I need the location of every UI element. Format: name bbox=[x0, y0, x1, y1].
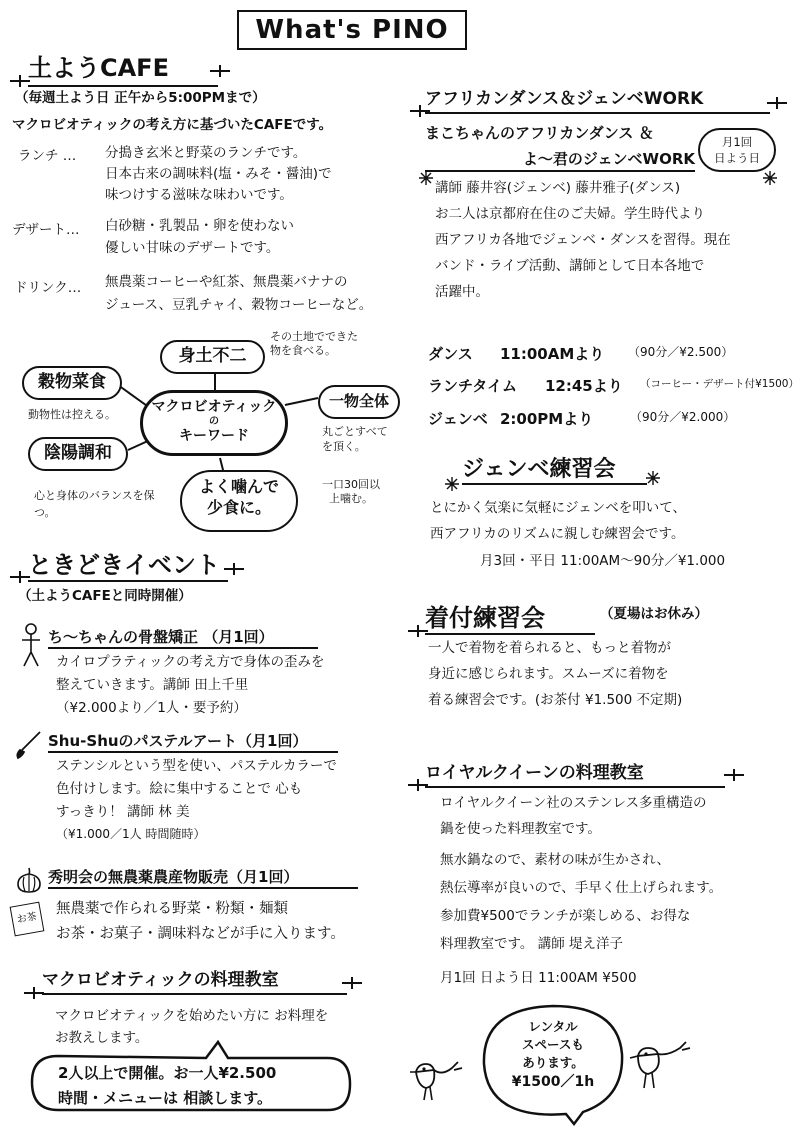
african-line: 活躍中。 bbox=[435, 284, 489, 300]
star-icon bbox=[22, 986, 46, 1000]
star-icon bbox=[406, 778, 430, 792]
keyword-kokumotsu: 穀物菜食 bbox=[22, 366, 122, 400]
menu-lunch-line: 日本古来の調味料(塩・みそ・醤油)で bbox=[105, 166, 332, 182]
event-line: カイロプラティックの考え方で身体の歪みを bbox=[56, 654, 325, 670]
menu-dessert-line: 優しい甘味のデザートです。 bbox=[105, 240, 280, 256]
bird-icon bbox=[408, 1050, 468, 1110]
menu-label-dessert: デザート… bbox=[12, 222, 80, 238]
star-icon bbox=[8, 74, 32, 88]
kitsuke-line: 一人で着物を着られると、もっと着物が bbox=[428, 640, 671, 656]
rental-line: あります。 bbox=[522, 1055, 584, 1071]
page-title: What's PINO bbox=[237, 10, 467, 50]
event-title: Shu-Shuのパステルアート（月1回） bbox=[48, 730, 338, 753]
tea-icon: お茶 bbox=[10, 902, 45, 937]
schedule-name: ランチタイム bbox=[428, 377, 517, 395]
keyword-note: 丸ごとすべてを頂く。 bbox=[322, 425, 388, 454]
events-heading: ときどきイベント bbox=[28, 545, 228, 582]
menu-drink-line: ジュース、豆乳チャイ、穀物コーヒーなど。 bbox=[105, 297, 373, 313]
african-line: バンド・ライブ活動、講師として日本各地で bbox=[435, 258, 705, 274]
cafe-heading: 土ようCAFE bbox=[28, 48, 218, 87]
schedule-note: （90分／¥2.500） bbox=[628, 345, 734, 359]
star-icon bbox=[340, 976, 364, 990]
schedule-name: ダンス bbox=[428, 345, 473, 363]
macro-class-bubble-line: 時間・メニューは 相談します。 bbox=[58, 1089, 273, 1107]
rental-line: レンタル bbox=[528, 1019, 578, 1034]
keyword-center-line: の bbox=[209, 415, 219, 427]
rental-line: ¥1500／1h bbox=[511, 1074, 595, 1091]
event-line: ステンシルという型を使い、パステルカラーで bbox=[56, 758, 337, 774]
schedule-name: ジェンベ bbox=[428, 410, 488, 428]
african-line: 講師 藤井容(ジェンベ) 藤井雅子(ダンス) bbox=[435, 180, 681, 196]
african-line: 西アフリカ各地でジェンベ・ダンスを習得。現在 bbox=[435, 232, 731, 248]
star-icon bbox=[406, 624, 430, 638]
african-frequency-line: 月1回 bbox=[721, 135, 753, 149]
keyword-note: その土地でできた物を食べる。 bbox=[270, 330, 358, 357]
keyword-center-line: キーワード bbox=[179, 427, 249, 444]
african-heading: アフリカンダンス＆ジェンベWORK bbox=[425, 84, 770, 114]
menu-label-drink: ドリンク… bbox=[14, 280, 82, 296]
menu-drink-line: 無農薬コーヒーや紅茶、無農薬バナナの bbox=[105, 274, 348, 290]
royal-heading: ロイヤルクイーンの料理教室 bbox=[425, 758, 725, 788]
kitsuke-heading: 着付練習会 bbox=[425, 598, 595, 635]
royal-line: 熱伝導率が良いので、手早く仕上げられます。 bbox=[440, 880, 723, 896]
african-line: お二人は京都府在住のご夫婦。学生時代より bbox=[435, 206, 705, 222]
royal-line: 料理教室です。 講師 堤え洋子 bbox=[440, 936, 624, 952]
event-title: 秀明会の無農薬農産物販売（月1回） bbox=[48, 866, 358, 889]
macro-class-heading: マクロビオティックの料理教室 bbox=[42, 965, 347, 995]
djembe-line: 西アフリカのリズムに親しむ練習会です。 bbox=[430, 526, 685, 542]
cafe-schedule: （毎週土よう日 正午から5:00PMまで） bbox=[15, 90, 266, 106]
asterisk-icon bbox=[418, 170, 434, 186]
schedule-time: 11:00AMより bbox=[500, 345, 605, 363]
keyword-yokukande: よく噛んで少食に。 bbox=[180, 470, 298, 532]
asterisk-icon bbox=[645, 470, 661, 486]
event-line: 色付けします。絵に集中することで 心も bbox=[56, 781, 303, 797]
schedule-note: （コーヒー・デザート付¥1500） bbox=[640, 378, 799, 390]
royal-line: 参加費¥500でランチが楽しめる、お得な bbox=[440, 908, 691, 924]
event-line: （¥1.000／1人 時間随時） bbox=[56, 827, 206, 841]
djembe-schedule: 月3回・平日 11:00AM～90分／¥1.000 bbox=[480, 553, 726, 569]
menu-dessert-line: 白砂糖・乳製品・卵を使わない bbox=[105, 218, 294, 234]
keyword-center-bubble bbox=[140, 390, 288, 456]
garlic-icon bbox=[14, 866, 44, 894]
star-icon bbox=[765, 96, 789, 110]
macro-class-bubble-line: 2人以上で開催。お一人¥2.500 bbox=[58, 1064, 277, 1082]
menu-label-lunch: ランチ … bbox=[18, 148, 77, 164]
schedule-time: 2:00PMより bbox=[500, 410, 594, 428]
asterisk-icon bbox=[444, 476, 460, 492]
event-line: お茶・お菓子・調味料などが手に入ります。 bbox=[56, 926, 345, 942]
star-icon bbox=[722, 768, 746, 782]
bird-icon bbox=[624, 1038, 694, 1098]
kitsuke-line: 身近に感じられます。スムーズに着物を bbox=[428, 666, 669, 682]
cafe-intro: マクロビオティックの考え方に基づいたCAFEです。 bbox=[12, 117, 333, 133]
djembe-heading: ジェンベ練習会 bbox=[462, 452, 647, 485]
person-icon bbox=[18, 622, 44, 668]
african-sub-line: まこちゃんのアフリカンダンス ＆ bbox=[425, 124, 654, 142]
macro-class-line: お教えします。 bbox=[55, 1030, 149, 1046]
star-icon bbox=[222, 562, 246, 576]
kitsuke-line: 着る練習会です。(お茶付 ¥1.500 不定期) bbox=[428, 692, 683, 708]
royal-line: 月1回 日よう日 11:00AM ¥500 bbox=[440, 970, 637, 986]
schedule-note: （90分／¥2.000） bbox=[630, 410, 736, 424]
royal-line: 鍋を使った料理教室です。 bbox=[440, 821, 601, 837]
asterisk-icon bbox=[762, 170, 778, 186]
keyword-note: 心と身体のバランスを保つ。 bbox=[34, 489, 155, 519]
kitsuke-note: （夏場はお休み） bbox=[600, 606, 708, 622]
event-line: （¥2.000より／1人・要予約） bbox=[56, 700, 247, 716]
menu-lunch-line: 味つけする滋味な味わいです。 bbox=[105, 187, 293, 203]
events-sub: （土ようCAFEと同時開催） bbox=[18, 588, 192, 604]
keyword-ichibutsu: 一物全体 bbox=[318, 385, 400, 419]
royal-line: 無水鍋なので、素材の味が生かされ、 bbox=[440, 852, 671, 868]
event-title: ち～ちゃんの骨盤矯正 （月1回） bbox=[48, 626, 318, 649]
star-icon bbox=[208, 64, 232, 78]
keyword-center-line: マクロビオティック bbox=[151, 399, 277, 415]
keyword-inyou: 陰陽調和 bbox=[28, 437, 128, 471]
keyword-shindo-fuji: 身土不二 bbox=[160, 340, 265, 374]
keyword-note: 動物性は控える。 bbox=[28, 408, 116, 421]
african-frequency-line: 日よう日 bbox=[714, 151, 760, 166]
djembe-line: とにかく気楽に気軽にジェンベを叩いて、 bbox=[430, 500, 686, 516]
menu-lunch-line: 分搗き玄米と野菜のランチです。 bbox=[105, 145, 307, 161]
event-line: 整えていきます。講師 田上千里 bbox=[56, 677, 249, 693]
african-frequency bbox=[698, 128, 776, 172]
event-line: すっきり！ 講師 林 美 bbox=[56, 804, 190, 820]
royal-line: ロイヤルクイーン社のステンレス多重構造の bbox=[440, 795, 707, 811]
keyword-note: 一口30回以上噛む。 bbox=[322, 478, 380, 506]
star-icon bbox=[8, 570, 32, 584]
brush-icon bbox=[14, 730, 44, 760]
macro-class-line: マクロビオティックを始めたい方に お料理を bbox=[55, 1008, 329, 1024]
african-sub-line: よ～君のジェンベWORK bbox=[425, 150, 695, 172]
rental-text bbox=[490, 1018, 616, 1093]
event-line: 無農薬で作られる野菜・粉類・麺類 bbox=[56, 901, 288, 917]
schedule-time: 12:45より bbox=[545, 377, 623, 395]
star-icon bbox=[408, 104, 432, 118]
rental-line: スペースも bbox=[522, 1037, 584, 1053]
